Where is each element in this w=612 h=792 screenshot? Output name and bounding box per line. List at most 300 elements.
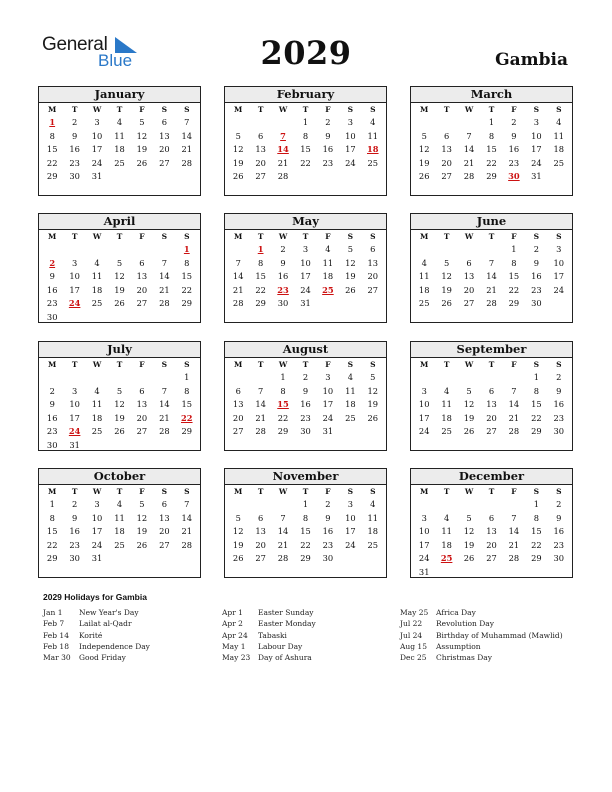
weekday-header: M — [420, 105, 429, 114]
weekday-header: S — [347, 360, 354, 369]
month-november — [224, 468, 387, 578]
holiday-day-cell: 1 — [183, 244, 190, 254]
weekday-header: T — [71, 232, 78, 241]
day-cell: 2 — [533, 244, 539, 254]
holiday-column — [43, 607, 150, 663]
weekday-header: S — [161, 487, 168, 496]
holiday-date: May 23 — [222, 653, 251, 663]
day-cell: 27 — [441, 171, 452, 182]
day-cell: 11 — [114, 512, 125, 523]
weekday-header: T — [443, 105, 450, 114]
day-cell: 26 — [136, 157, 148, 168]
holiday-day-cell: 18 — [367, 144, 379, 155]
holiday-date: Apr 24 — [222, 630, 248, 640]
day-cell: 18 — [553, 144, 565, 155]
day-cell: 18 — [418, 284, 430, 295]
day-cell: 21 — [181, 526, 193, 537]
day-cell: 23 — [300, 412, 311, 423]
empty-cell — [480, 243, 502, 257]
day-cell: 1 — [280, 372, 286, 382]
day-cell: 27 — [136, 426, 148, 437]
day-cell: 3 — [421, 512, 427, 523]
day-cell: 3 — [71, 257, 78, 268]
day-cell: 21 — [181, 144, 193, 155]
day-cell: 4 — [347, 372, 353, 382]
day-cell: 28 — [277, 553, 289, 564]
empty-cell — [249, 498, 271, 512]
day-cell: 2 — [71, 499, 78, 509]
day-grid — [225, 230, 386, 311]
day-cell: 16 — [322, 526, 334, 537]
weekday-header: F — [325, 105, 331, 114]
day-cell: 21 — [508, 412, 520, 423]
day-cell: 13 — [159, 130, 170, 141]
day-cell: 21 — [486, 284, 497, 295]
day-cell: 10 — [345, 512, 356, 523]
holiday-column — [400, 607, 563, 663]
day-cell: 5 — [466, 512, 472, 523]
day-cell: 21 — [159, 412, 170, 423]
weekday-header: S — [161, 105, 168, 114]
empty-cell — [480, 371, 502, 385]
day-cell: 10 — [418, 399, 430, 410]
day-cell: 26 — [441, 298, 452, 309]
holiday-row — [43, 652, 150, 663]
day-cell: 2 — [556, 372, 562, 382]
day-cell: 3 — [71, 385, 78, 396]
page-title: 2029 — [260, 34, 352, 72]
weekday-header: T — [302, 360, 309, 369]
day-cell: 30 — [531, 298, 542, 309]
holiday-day-cell: 2 — [49, 257, 56, 268]
day-cell: 15 — [486, 144, 497, 155]
day-cell: 7 — [161, 257, 167, 268]
weekday-header: W — [464, 232, 474, 241]
month-title: July — [39, 342, 200, 358]
day-cell: 29 — [255, 298, 266, 309]
weekday-header: F — [139, 232, 145, 241]
empty-cell — [435, 498, 457, 512]
day-cell: 28 — [181, 157, 193, 168]
day-cell: 12 — [232, 526, 244, 537]
holiday-day-cell: 30 — [508, 171, 520, 182]
day-cell: 11 — [114, 130, 125, 141]
day-cell: 2 — [556, 499, 562, 509]
holiday-name: Christmas Day — [436, 653, 492, 663]
weekday-header: S — [161, 360, 168, 369]
day-cell: 7 — [280, 512, 286, 523]
holiday-row — [43, 618, 150, 629]
holiday-name: Independence Day — [79, 641, 150, 651]
day-cell: 19 — [136, 144, 148, 155]
day-cell: 19 — [114, 412, 125, 423]
empty-cell — [458, 116, 480, 130]
day-cell: 14 — [159, 399, 170, 410]
day-cell: 6 — [370, 244, 376, 254]
day-cell: 15 — [255, 271, 266, 282]
day-cell: 4 — [556, 117, 562, 127]
day-cell: 4 — [443, 385, 450, 396]
holiday-row — [222, 630, 316, 641]
day-cell: 16 — [322, 144, 334, 155]
day-cell: 18 — [322, 271, 334, 282]
holiday-name: Easter Monday — [258, 619, 316, 629]
day-cell: 24 — [345, 539, 356, 550]
day-cell: 28 — [508, 553, 520, 564]
day-cell: 6 — [443, 130, 450, 141]
day-grid — [39, 485, 200, 566]
day-cell: 13 — [486, 399, 497, 410]
weekday-header: T — [488, 232, 495, 241]
empty-cell — [227, 116, 249, 130]
day-cell: 5 — [116, 257, 123, 268]
day-cell: 5 — [370, 372, 376, 382]
day-cell: 26 — [136, 539, 148, 550]
day-cell: 19 — [463, 539, 475, 550]
day-grid — [225, 358, 386, 439]
weekday-header: T — [488, 487, 495, 496]
month-december — [410, 468, 573, 578]
day-cell: 19 — [367, 399, 379, 410]
holiday-date: Jul 22 — [400, 619, 423, 629]
month-september — [410, 341, 573, 451]
weekday-header: W — [464, 487, 474, 496]
day-cell: 7 — [511, 512, 517, 523]
empty-cell — [108, 243, 130, 257]
day-cell: 1 — [302, 117, 309, 127]
day-cell: 28 — [463, 171, 475, 182]
day-cell: 29 — [46, 171, 58, 182]
day-cell: 26 — [232, 171, 244, 182]
day-cell: 31 — [300, 298, 311, 309]
day-cell: 31 — [91, 553, 103, 564]
day-cell: 16 — [300, 399, 311, 410]
day-cell: 26 — [367, 412, 379, 423]
empty-cell — [41, 371, 63, 385]
month-title: September — [411, 342, 572, 358]
holiday-name: Revolution Day — [436, 619, 494, 629]
day-cell: 8 — [302, 130, 309, 141]
day-cell: 22 — [300, 539, 311, 550]
month-title: June — [411, 214, 572, 230]
day-cell: 1 — [302, 499, 309, 509]
month-march — [410, 86, 573, 196]
day-cell: 25 — [418, 298, 430, 309]
weekday-header: S — [184, 105, 190, 114]
day-cell: 9 — [533, 257, 539, 268]
day-cell: 14 — [255, 399, 266, 410]
day-cell: 30 — [69, 553, 80, 564]
empty-cell — [272, 498, 294, 512]
weekday-header: F — [139, 105, 145, 114]
day-cell: 11 — [91, 399, 103, 410]
empty-cell — [413, 243, 435, 257]
day-cell: 6 — [235, 385, 241, 396]
weekday-header: M — [420, 232, 429, 241]
day-cell: 24 — [322, 412, 334, 423]
holiday-day-cell: 23 — [277, 284, 289, 295]
day-cell: 22 — [46, 539, 58, 550]
day-cell: 10 — [69, 399, 80, 410]
day-cell: 16 — [508, 144, 520, 155]
day-cell: 3 — [556, 244, 562, 254]
day-cell: 17 — [69, 412, 80, 423]
weekday-header: S — [556, 232, 562, 241]
logo-text-general: General — [42, 34, 108, 55]
day-cell: 23 — [322, 539, 334, 550]
empty-cell — [227, 243, 249, 257]
day-cell: 13 — [255, 144, 266, 155]
day-cell: 24 — [345, 157, 356, 168]
day-cell: 13 — [463, 271, 475, 282]
day-cell: 30 — [553, 553, 565, 564]
weekday-header: M — [234, 105, 243, 114]
day-cell: 20 — [255, 157, 266, 168]
day-cell: 17 — [531, 144, 542, 155]
day-cell: 24 — [418, 553, 430, 564]
empty-cell — [272, 116, 294, 130]
day-cell: 25 — [91, 298, 103, 309]
day-cell: 12 — [418, 144, 430, 155]
day-cell: 20 — [159, 526, 170, 537]
day-cell: 18 — [91, 284, 103, 295]
day-cell: 15 — [46, 526, 58, 537]
day-cell: 19 — [441, 284, 452, 295]
month-july — [38, 341, 201, 451]
day-cell: 6 — [139, 385, 145, 396]
day-cell: 29 — [508, 298, 520, 309]
month-april — [38, 213, 201, 323]
day-cell: 3 — [302, 244, 309, 254]
holiday-date: Apr 1 — [222, 608, 243, 617]
weekday-header: W — [92, 360, 102, 369]
day-cell: 2 — [280, 244, 286, 254]
empty-cell — [413, 116, 435, 130]
day-cell: 30 — [277, 298, 289, 309]
day-cell: 2 — [49, 385, 55, 396]
day-cell: 23 — [322, 157, 334, 168]
day-cell: 19 — [114, 284, 125, 295]
empty-cell — [413, 371, 435, 385]
weekday-header: S — [533, 360, 540, 369]
day-cell: 31 — [322, 426, 334, 437]
weekday-header: T — [302, 487, 309, 496]
day-cell: 25 — [367, 539, 379, 550]
weekday-header: T — [302, 232, 309, 241]
day-cell: 25 — [114, 539, 125, 550]
holiday-date: Jan 1 — [43, 608, 63, 617]
day-cell: 23 — [69, 157, 80, 168]
empty-cell — [63, 371, 85, 385]
day-cell: 21 — [508, 539, 520, 550]
day-cell: 8 — [184, 385, 190, 396]
empty-cell — [86, 371, 108, 385]
holiday-date: Mar 30 — [43, 653, 71, 663]
weekday-header: S — [347, 232, 354, 241]
country-name: Gambia — [495, 50, 568, 70]
weekday-header: T — [443, 360, 450, 369]
weekday-header: M — [48, 360, 57, 369]
weekday-header: T — [257, 105, 264, 114]
day-cell: 4 — [116, 117, 123, 127]
day-cell: 6 — [466, 257, 472, 268]
day-cell: 14 — [463, 144, 475, 155]
day-grid — [411, 103, 572, 184]
day-cell: 14 — [181, 512, 193, 523]
day-cell: 5 — [235, 130, 241, 141]
day-grid — [39, 358, 200, 453]
holiday-date: Jul 24 — [400, 630, 423, 640]
holiday-date: May 25 — [400, 608, 429, 617]
day-cell: 9 — [71, 512, 78, 523]
holiday-date: Aug 15 — [400, 641, 427, 651]
day-cell: 7 — [257, 385, 264, 396]
weekday-header: M — [234, 487, 243, 496]
weekday-header: S — [347, 487, 354, 496]
holiday-name: Korité — [79, 630, 103, 640]
day-cell: 17 — [418, 539, 430, 550]
day-cell: 5 — [139, 499, 145, 509]
day-cell: 23 — [531, 284, 542, 295]
day-cell: 29 — [531, 426, 542, 437]
day-cell: 5 — [116, 385, 123, 396]
empty-cell — [435, 243, 457, 257]
weekday-header: M — [420, 487, 429, 496]
weekday-header: T — [488, 360, 495, 369]
day-cell: 31 — [531, 171, 542, 182]
holiday-name: Day of Ashura — [258, 653, 312, 663]
day-cell: 18 — [441, 539, 452, 550]
weekday-header: T — [116, 487, 123, 496]
weekday-header: M — [420, 360, 429, 369]
day-cell: 6 — [161, 499, 167, 509]
day-cell: 17 — [345, 144, 356, 155]
month-october — [38, 468, 201, 578]
day-cell: 25 — [553, 157, 565, 168]
day-cell: 22 — [181, 284, 193, 295]
day-cell: 23 — [553, 539, 565, 550]
day-cell: 6 — [488, 385, 495, 396]
day-cell: 22 — [531, 412, 542, 423]
holiday-name: Labour Day — [258, 641, 303, 651]
day-cell: 27 — [486, 553, 497, 564]
holiday-day-cell: 1 — [257, 244, 264, 254]
weekday-header: S — [556, 487, 562, 496]
day-cell: 21 — [255, 412, 266, 423]
month-january — [38, 86, 201, 196]
day-cell: 8 — [280, 385, 286, 396]
day-cell: 22 — [255, 284, 266, 295]
empty-cell — [41, 243, 63, 257]
day-cell: 26 — [232, 553, 244, 564]
day-cell: 16 — [553, 399, 565, 410]
holiday-row — [400, 618, 563, 629]
day-cell: 5 — [466, 385, 472, 396]
day-cell: 18 — [345, 399, 356, 410]
day-cell: 22 — [508, 284, 520, 295]
day-cell: 2 — [302, 372, 309, 382]
day-cell: 13 — [232, 399, 244, 410]
day-cell: 12 — [441, 271, 452, 282]
day-cell: 30 — [46, 439, 58, 450]
weekday-header: T — [71, 360, 78, 369]
weekday-header: W — [464, 105, 474, 114]
day-cell: 17 — [69, 284, 80, 295]
holiday-name: Africa Day — [436, 608, 476, 617]
day-cell: 1 — [533, 499, 539, 509]
day-cell: 29 — [486, 171, 497, 182]
day-cell: 5 — [139, 117, 145, 127]
month-august — [224, 341, 387, 451]
day-cell: 15 — [531, 399, 542, 410]
day-cell: 27 — [486, 426, 497, 437]
day-cell: 18 — [441, 412, 452, 423]
day-cell: 11 — [345, 385, 356, 396]
day-cell: 13 — [136, 271, 148, 282]
day-cell: 26 — [345, 284, 356, 295]
day-cell: 22 — [300, 157, 311, 168]
holiday-date: May 1 — [222, 641, 246, 651]
day-grid — [39, 103, 200, 184]
day-cell: 14 — [159, 271, 170, 282]
day-cell: 15 — [181, 271, 193, 282]
weekday-header: T — [116, 360, 123, 369]
day-cell: 24 — [300, 284, 311, 295]
day-cell: 28 — [232, 298, 244, 309]
day-cell: 8 — [511, 257, 517, 268]
day-cell: 12 — [345, 257, 356, 268]
weekday-header: F — [139, 360, 145, 369]
day-cell: 18 — [367, 526, 379, 537]
weekday-header: M — [234, 232, 243, 241]
weekday-header: F — [511, 487, 517, 496]
day-cell: 6 — [139, 257, 145, 268]
day-cell: 28 — [486, 298, 497, 309]
day-cell: 4 — [443, 512, 450, 523]
day-cell: 9 — [49, 271, 55, 282]
day-cell: 7 — [184, 499, 190, 509]
day-cell: 20 — [136, 412, 148, 423]
day-cell: 19 — [418, 157, 430, 168]
weekday-header: S — [533, 232, 540, 241]
day-cell: 11 — [367, 512, 379, 523]
holiday-column — [222, 607, 316, 663]
day-cell: 10 — [69, 271, 80, 282]
holiday-row — [400, 630, 563, 641]
holiday-row — [43, 641, 150, 652]
empty-cell — [131, 371, 153, 385]
empty-cell — [153, 371, 175, 385]
day-cell: 14 — [277, 526, 289, 537]
day-cell: 7 — [184, 117, 190, 127]
day-cell: 10 — [91, 512, 103, 523]
day-grid — [411, 358, 572, 439]
day-cell: 16 — [69, 526, 80, 537]
day-cell: 13 — [255, 526, 266, 537]
day-cell: 3 — [533, 117, 539, 127]
day-cell: 17 — [300, 271, 311, 282]
holiday-day-cell: 14 — [277, 144, 289, 155]
day-cell: 11 — [91, 271, 103, 282]
day-cell: 5 — [347, 244, 353, 254]
day-cell: 17 — [418, 412, 430, 423]
holiday-date: Feb 7 — [43, 619, 65, 629]
day-cell: 8 — [302, 512, 309, 523]
day-cell: 11 — [418, 271, 430, 282]
month-june — [410, 213, 573, 323]
day-cell: 1 — [184, 372, 190, 382]
day-cell: 23 — [46, 426, 58, 437]
